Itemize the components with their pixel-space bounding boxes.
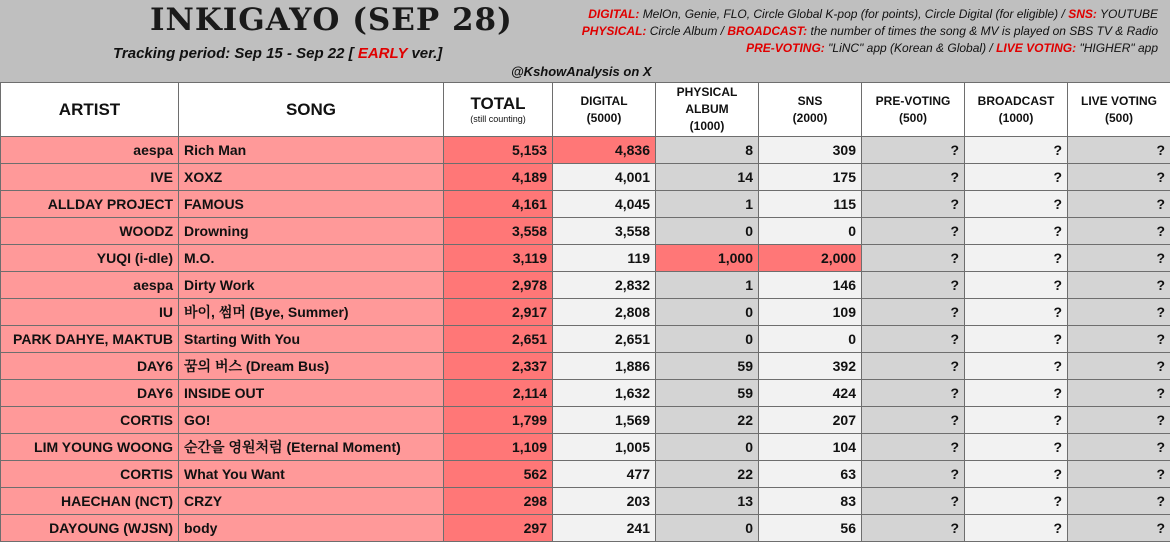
table-row [1, 380, 1170, 407]
physical-cell: 59 [656, 353, 759, 380]
legend-broadcast-text: the number of times the song & MV is played on SBS TV & Radio [810, 24, 1158, 38]
broadcast-cell: ? [965, 515, 1068, 542]
total-cell: 4,161 [444, 191, 553, 218]
legend-digital-label: DIGITAL: [588, 7, 639, 21]
broadcast-cell: ? [965, 245, 1068, 272]
col-sns-max: (2000) [764, 110, 856, 127]
table-row [1, 218, 1170, 245]
broadcast-cell: ? [965, 218, 1068, 245]
legend [582, 6, 1158, 57]
col-sns-label: SNS [764, 93, 856, 110]
artist-cell: DAYOUNG (WJSN) [1, 515, 179, 542]
prevoting-cell: ? [862, 326, 965, 353]
table-row [1, 272, 1170, 299]
total-cell: 2,337 [444, 353, 553, 380]
live-cell: ? [1068, 191, 1170, 218]
artist-cell: CORTIS [1, 407, 179, 434]
legend-physical-text: Circle Album / [650, 24, 724, 38]
header [0, 0, 1170, 82]
physical-cell: 13 [656, 488, 759, 515]
col-prevoting-header [862, 83, 965, 137]
physical-cell: 0 [656, 434, 759, 461]
live-cell: ? [1068, 434, 1170, 461]
digital-cell: 2,808 [553, 299, 656, 326]
total-cell: 562 [444, 461, 553, 488]
artist-cell: HAECHAN (NCT) [1, 488, 179, 515]
live-cell: ? [1068, 380, 1170, 407]
prevoting-cell: ? [862, 164, 965, 191]
physical-cell: 8 [656, 137, 759, 164]
total-cell: 298 [444, 488, 553, 515]
prevoting-cell: ? [862, 407, 965, 434]
legend-sns-text: YOUTUBE [1100, 7, 1158, 21]
digital-cell: 2,832 [553, 272, 656, 299]
total-cell: 2,114 [444, 380, 553, 407]
tracking-period [113, 45, 442, 62]
physical-cell: 1,000 [656, 245, 759, 272]
digital-cell: 2,651 [553, 326, 656, 353]
col-live-label: LIVE VOTING [1073, 93, 1165, 110]
col-physical-label-1: PHYSICAL [661, 84, 753, 101]
total-cell: 2,651 [444, 326, 553, 353]
total-cell: 3,558 [444, 218, 553, 245]
digital-cell: 119 [553, 245, 656, 272]
period-text: Tracking period: Sep 15 - Sep 22 [ [113, 45, 354, 62]
physical-cell: 1 [656, 191, 759, 218]
prevoting-cell: ? [862, 380, 965, 407]
table-row [1, 353, 1170, 380]
broadcast-cell: ? [965, 326, 1068, 353]
song-cell: CRZY [179, 488, 444, 515]
physical-cell: 59 [656, 380, 759, 407]
total-cell: 1,799 [444, 407, 553, 434]
page-title: INKIGAYO (SEP 28) [150, 2, 513, 38]
song-cell: INSIDE OUT [179, 380, 444, 407]
digital-cell: 203 [553, 488, 656, 515]
col-broadcast-max: (1000) [970, 110, 1062, 127]
song-cell: 순간을 영원처럼 (Eternal Moment) [179, 434, 444, 461]
song-cell: Starting With You [179, 326, 444, 353]
song-cell: M.O. [179, 245, 444, 272]
broadcast-cell: ? [965, 380, 1068, 407]
live-cell: ? [1068, 353, 1170, 380]
song-cell: 바이, 썸머 (Bye, Summer) [179, 299, 444, 326]
physical-cell: 0 [656, 515, 759, 542]
digital-cell: 1,632 [553, 380, 656, 407]
table-row [1, 299, 1170, 326]
live-cell: ? [1068, 137, 1170, 164]
live-cell: ? [1068, 272, 1170, 299]
live-cell: ? [1068, 245, 1170, 272]
physical-cell: 22 [656, 461, 759, 488]
sns-cell: 146 [759, 272, 862, 299]
artist-cell: LIM YOUNG WOONG [1, 434, 179, 461]
sns-cell: 0 [759, 326, 862, 353]
sns-cell: 392 [759, 353, 862, 380]
col-physical-max: (1000) [661, 118, 753, 135]
sns-cell: 115 [759, 191, 862, 218]
sns-cell: 63 [759, 461, 862, 488]
table-row [1, 407, 1170, 434]
physical-cell: 14 [656, 164, 759, 191]
total-cell: 2,978 [444, 272, 553, 299]
live-cell: ? [1068, 515, 1170, 542]
song-cell: body [179, 515, 444, 542]
artist-cell: aespa [1, 137, 179, 164]
artist-cell: CORTIS [1, 461, 179, 488]
song-cell: Drowning [179, 218, 444, 245]
live-cell: ? [1068, 461, 1170, 488]
sns-cell: 309 [759, 137, 862, 164]
broadcast-cell: ? [965, 461, 1068, 488]
period-early-tag: EARLY [358, 45, 407, 62]
artist-cell: YUQI (i-dle) [1, 245, 179, 272]
prevoting-cell: ? [862, 272, 965, 299]
col-digital-max: (5000) [558, 110, 650, 127]
total-cell: 297 [444, 515, 553, 542]
artist-cell: DAY6 [1, 353, 179, 380]
live-cell: ? [1068, 299, 1170, 326]
col-broadcast-label: BROADCAST [970, 93, 1062, 110]
col-prevoting-max: (500) [867, 110, 959, 127]
col-prevoting-label: PRE-VOTING [867, 93, 959, 110]
live-cell: ? [1068, 326, 1170, 353]
broadcast-cell: ? [965, 488, 1068, 515]
table-row [1, 164, 1170, 191]
sns-cell: 109 [759, 299, 862, 326]
artist-cell: WOODZ [1, 218, 179, 245]
legend-prevoting-label: PRE-VOTING: [746, 41, 825, 55]
song-cell: Dirty Work [179, 272, 444, 299]
prevoting-cell: ? [862, 515, 965, 542]
artist-cell: IU [1, 299, 179, 326]
col-digital-label: DIGITAL [558, 93, 650, 110]
sns-cell: 2,000 [759, 245, 862, 272]
live-cell: ? [1068, 164, 1170, 191]
physical-cell: 22 [656, 407, 759, 434]
sns-cell: 56 [759, 515, 862, 542]
digital-cell: 4,001 [553, 164, 656, 191]
prevoting-cell: ? [862, 488, 965, 515]
digital-cell: 1,005 [553, 434, 656, 461]
live-cell: ? [1068, 407, 1170, 434]
digital-cell: 477 [553, 461, 656, 488]
physical-cell: 0 [656, 326, 759, 353]
legend-livevoting-text: "HIGHER" app [1079, 41, 1158, 55]
broadcast-cell: ? [965, 407, 1068, 434]
live-cell: ? [1068, 218, 1170, 245]
digital-cell: 4,836 [553, 137, 656, 164]
song-cell: What You Want [179, 461, 444, 488]
digital-cell: 241 [553, 515, 656, 542]
credit-handle: @KshowAnalysis on X [511, 64, 652, 79]
period-suffix: ver.] [411, 45, 442, 62]
table-row [1, 515, 1170, 542]
table-row [1, 434, 1170, 461]
col-physical-header [656, 83, 759, 137]
artist-cell: aespa [1, 272, 179, 299]
legend-sns-label: SNS: [1068, 7, 1097, 21]
col-physical-label-2: ALBUM [661, 101, 753, 118]
song-cell: XOXZ [179, 164, 444, 191]
sns-cell: 83 [759, 488, 862, 515]
col-artist-header: ARTIST [1, 83, 179, 137]
legend-physical-label: PHYSICAL: [582, 24, 647, 38]
prevoting-cell: ? [862, 218, 965, 245]
broadcast-cell: ? [965, 191, 1068, 218]
sns-cell: 207 [759, 407, 862, 434]
artist-cell: IVE [1, 164, 179, 191]
table-row [1, 488, 1170, 515]
legend-prevoting-text: "LiNC" app (Korean & Global) / [828, 41, 993, 55]
broadcast-cell: ? [965, 137, 1068, 164]
live-cell: ? [1068, 488, 1170, 515]
prevoting-cell: ? [862, 434, 965, 461]
prevoting-cell: ? [862, 137, 965, 164]
physical-cell: 0 [656, 299, 759, 326]
song-cell: GO! [179, 407, 444, 434]
artist-cell: PARK DAHYE, MAKTUB [1, 326, 179, 353]
total-cell: 3,119 [444, 245, 553, 272]
prevoting-cell: ? [862, 461, 965, 488]
digital-cell: 4,045 [553, 191, 656, 218]
sns-cell: 175 [759, 164, 862, 191]
digital-cell: 1,569 [553, 407, 656, 434]
digital-cell: 1,886 [553, 353, 656, 380]
legend-line-3 [582, 40, 1158, 57]
total-cell: 5,153 [444, 137, 553, 164]
song-cell: FAMOUS [179, 191, 444, 218]
table-row [1, 245, 1170, 272]
broadcast-cell: ? [965, 299, 1068, 326]
table-row [1, 461, 1170, 488]
total-cell: 4,189 [444, 164, 553, 191]
legend-broadcast-label: BROADCAST: [727, 24, 807, 38]
broadcast-cell: ? [965, 353, 1068, 380]
sns-cell: 424 [759, 380, 862, 407]
physical-cell: 1 [656, 272, 759, 299]
broadcast-cell: ? [965, 434, 1068, 461]
legend-line-2 [582, 23, 1158, 40]
total-cell: 1,109 [444, 434, 553, 461]
prevoting-cell: ? [862, 191, 965, 218]
song-cell: Rich Man [179, 137, 444, 164]
table-header-row [1, 83, 1170, 137]
legend-digital-text: MelOn, Genie, FLO, Circle Global K-pop (for points), Circle Digital (for eligible) / [643, 7, 1065, 21]
col-song-header: SONG [179, 83, 444, 137]
table-row [1, 326, 1170, 353]
digital-cell: 3,558 [553, 218, 656, 245]
table-row [1, 137, 1170, 164]
broadcast-cell: ? [965, 272, 1068, 299]
sns-cell: 0 [759, 218, 862, 245]
col-live-max: (500) [1073, 110, 1165, 127]
broadcast-cell: ? [965, 164, 1068, 191]
col-total-sub: (still counting) [449, 113, 547, 125]
artist-cell: ALLDAY PROJECT [1, 191, 179, 218]
sns-cell: 104 [759, 434, 862, 461]
physical-cell: 0 [656, 218, 759, 245]
col-total-label: TOTAL [470, 94, 525, 113]
chart-table [0, 82, 1170, 542]
legend-livevoting-label: LIVE VOTING: [996, 41, 1076, 55]
col-sns-header [759, 83, 862, 137]
col-broadcast-header [965, 83, 1068, 137]
prevoting-cell: ? [862, 299, 965, 326]
prevoting-cell: ? [862, 245, 965, 272]
prevoting-cell: ? [862, 353, 965, 380]
artist-cell: DAY6 [1, 380, 179, 407]
col-total-header [444, 83, 553, 137]
col-live-header [1068, 83, 1170, 137]
table-row [1, 191, 1170, 218]
legend-line-1 [582, 6, 1158, 23]
song-cell: 꿈의 버스 (Dream Bus) [179, 353, 444, 380]
col-digital-header [553, 83, 656, 137]
total-cell: 2,917 [444, 299, 553, 326]
